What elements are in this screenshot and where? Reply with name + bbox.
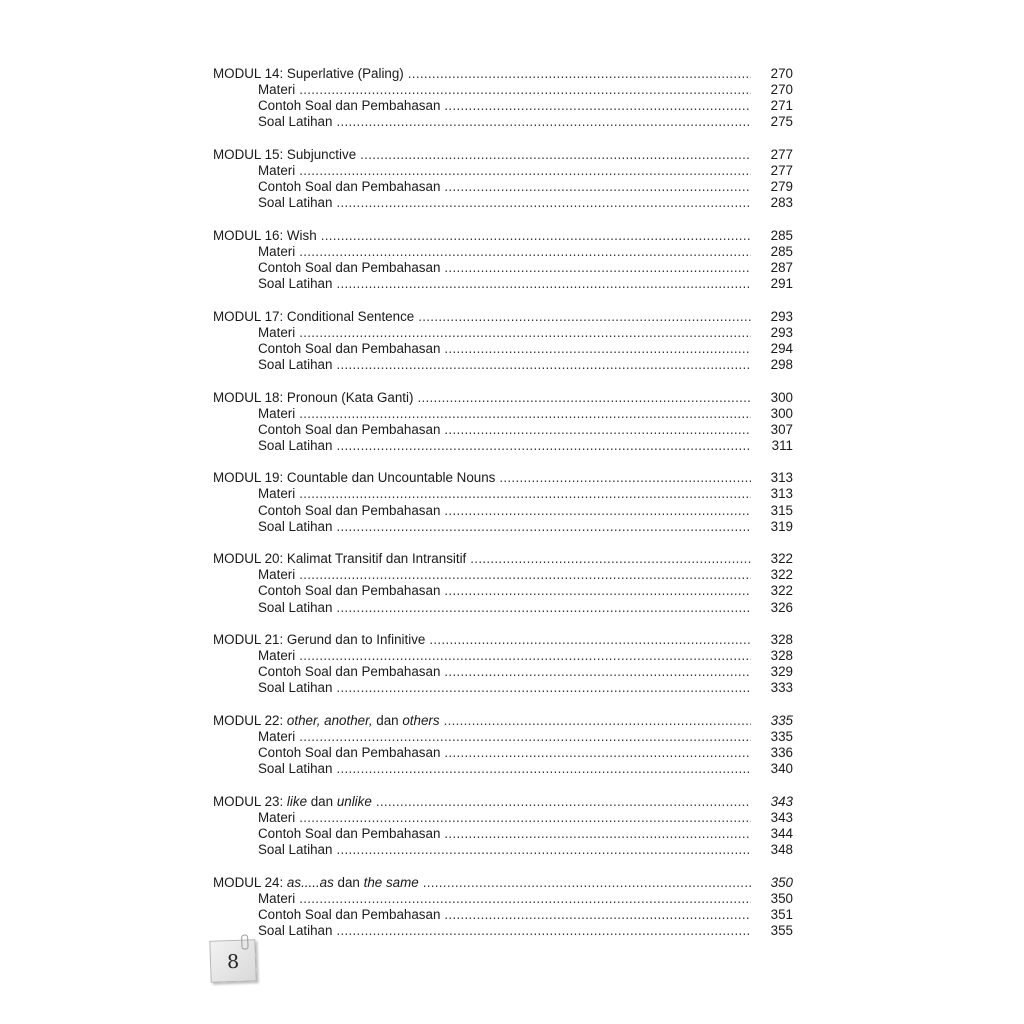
toc-module: [213, 228, 793, 292]
dot-leader: [444, 907, 751, 923]
toc-entry-label: Soal Latihan: [258, 842, 333, 858]
toc-entry-label: Soal Latihan: [258, 276, 333, 292]
toc-entry-label: Contoh Soal dan Pembahasan: [258, 906, 441, 922]
module-title-part: the same: [363, 874, 419, 890]
dot-leader: [299, 82, 751, 98]
toc-entry-label: Contoh Soal dan Pembahasan: [258, 98, 441, 114]
module-page-number: 343: [770, 793, 793, 809]
dot-leader: [299, 729, 751, 745]
toc-entry: [213, 179, 793, 195]
page-number: 8: [226, 950, 240, 974]
toc-entry-page-number: 344: [770, 826, 793, 842]
toc-entry: [213, 923, 793, 939]
toc-module: [213, 875, 793, 939]
dot-leader: [336, 276, 751, 292]
toc-entry-label: Soal Latihan: [258, 195, 333, 211]
toc-entry-page-number: 355: [770, 923, 793, 939]
toc-entry: [213, 680, 793, 696]
toc-entry-page-number: 350: [770, 890, 793, 906]
module-title: [213, 713, 440, 729]
toc-entry: [213, 260, 793, 276]
toc-entry-label: Materi: [258, 243, 296, 259]
toc-entry: [213, 98, 793, 114]
toc-module-heading: [213, 390, 793, 406]
toc-entry-label: Materi: [258, 486, 296, 502]
toc-entry: [213, 341, 793, 357]
toc-module-heading: [213, 470, 793, 486]
dot-leader: [299, 244, 751, 260]
dot-leader: [444, 260, 751, 276]
toc-module: [213, 66, 793, 130]
toc-entry-label: Contoh Soal dan Pembahasan: [258, 259, 441, 275]
toc-entry-label: Materi: [258, 405, 296, 421]
toc-entry-page-number: 270: [770, 82, 793, 98]
toc-entry-page-number: 275: [770, 114, 793, 130]
toc-entry: [213, 82, 793, 98]
dot-leader: [299, 163, 751, 179]
toc-entry-page-number: 300: [770, 405, 793, 421]
toc-entry-page-number: 322: [770, 583, 793, 599]
toc-entry: [213, 503, 793, 519]
toc-entry: [213, 745, 793, 761]
module-page-number: 335: [770, 713, 793, 728]
dot-leader: [336, 438, 751, 454]
toc-module-heading: [213, 66, 793, 82]
toc-entry: [213, 163, 793, 179]
toc-entry: [213, 648, 793, 664]
module-title-part: MODUL 18: Pronoun (Kata Ganti): [213, 389, 414, 405]
toc-module: [213, 632, 793, 696]
toc-entry: [213, 664, 793, 680]
module-page-number: 313: [770, 470, 793, 486]
toc-entry: [213, 325, 793, 341]
toc-module: [213, 309, 793, 373]
toc-entry: [213, 406, 793, 422]
module-title: [213, 228, 317, 244]
toc-module-heading: [213, 228, 793, 244]
toc-entry-label: Contoh Soal dan Pembahasan: [258, 745, 441, 761]
toc-entry: [213, 114, 793, 130]
dot-leader: [299, 891, 751, 907]
dot-leader: [336, 600, 751, 616]
module-title-part: MODUL 17: Conditional Sentence: [213, 308, 415, 324]
toc-entry-page-number: 329: [770, 664, 793, 680]
toc-entry-label: Soal Latihan: [258, 680, 333, 696]
toc-entry-label: Materi: [258, 162, 296, 178]
module-title: [213, 309, 414, 325]
dot-leader: [417, 390, 751, 406]
toc-entry: [213, 357, 793, 373]
toc-entry: [213, 438, 793, 454]
table-of-contents: [213, 66, 793, 956]
toc-module-heading: [213, 875, 793, 891]
toc-entry-label: Contoh Soal dan Pembahasan: [258, 340, 441, 356]
toc-entry-label: Soal Latihan: [258, 599, 333, 615]
toc-entry-page-number: 336: [770, 745, 793, 761]
page-number-tab: [209, 939, 256, 983]
toc-entry-label: Materi: [258, 648, 296, 664]
dot-leader: [336, 357, 751, 373]
toc-entry: [213, 842, 793, 858]
toc-entry-page-number: 315: [770, 502, 793, 518]
dot-leader: [299, 567, 751, 583]
module-page-number: 322: [770, 551, 793, 567]
module-title: [213, 794, 372, 810]
toc-module: [213, 390, 793, 454]
toc-module-heading: [213, 551, 793, 567]
toc-entry-label: Soal Latihan: [258, 518, 333, 534]
dot-leader: [408, 66, 751, 82]
dot-leader: [336, 761, 751, 777]
module-title-part: MODUL 19: Countable dan Uncountable Nouns: [213, 470, 496, 486]
toc-module-heading: [213, 713, 793, 729]
toc-entry: [213, 729, 793, 745]
toc-entry-label: Contoh Soal dan Pembahasan: [258, 664, 441, 680]
toc-entry: [213, 600, 793, 616]
dot-leader: [299, 486, 751, 502]
toc-entry-page-number: 277: [770, 162, 793, 178]
module-page-number: 300: [770, 389, 793, 405]
toc-entry-page-number: 287: [770, 259, 793, 275]
module-page-number: 277: [770, 146, 793, 162]
dot-leader: [336, 842, 751, 858]
toc-module: [213, 551, 793, 615]
dot-leader: [418, 309, 751, 325]
toc-entry-page-number: 326: [770, 599, 793, 615]
module-title: [213, 875, 419, 891]
toc-module-heading: [213, 147, 793, 163]
toc-entry: [213, 810, 793, 826]
toc-entry: [213, 567, 793, 583]
toc-entry-label: Materi: [258, 890, 296, 906]
module-title-part: unlike: [336, 793, 372, 809]
toc-entry-page-number: 307: [770, 421, 793, 437]
paper-clip-icon: [241, 934, 249, 949]
module-title-part: dan: [307, 793, 337, 809]
toc-entry-page-number: 285: [770, 243, 793, 259]
dot-leader: [444, 422, 751, 438]
toc-entry-label: Contoh Soal dan Pembahasan: [258, 583, 441, 599]
module-title-part: MODUL 21: Gerund dan to Infinitive: [213, 632, 426, 648]
toc-entry-page-number: 335: [770, 729, 793, 745]
module-title-part: dan: [372, 713, 403, 728]
toc-entry-page-number: 319: [770, 518, 793, 534]
dot-leader: [444, 713, 751, 729]
toc-module: [213, 147, 793, 211]
dot-leader: [444, 341, 751, 357]
dot-leader: [444, 664, 751, 680]
toc-entry: [213, 761, 793, 777]
module-title-part: MODUL 15: Subjunctive: [213, 146, 357, 162]
module-title: [213, 147, 356, 163]
toc-module-heading: [213, 794, 793, 810]
module-title-part: as.....as: [286, 874, 334, 890]
toc-entry: [213, 583, 793, 599]
toc-entry: [213, 519, 793, 535]
toc-entry-page-number: 294: [770, 340, 793, 356]
toc-entry-page-number: 311: [771, 437, 793, 453]
toc-entry-page-number: 313: [770, 486, 793, 502]
toc-entry-label: Materi: [258, 567, 296, 583]
toc-entry: [213, 422, 793, 438]
toc-entry-page-number: 333: [770, 680, 793, 696]
toc-entry: [213, 826, 793, 842]
module-title-part: MODUL 14: Superlative (Paling): [213, 66, 404, 81]
toc-entry-page-number: 343: [770, 809, 793, 825]
module-title: [213, 390, 413, 406]
dot-leader: [336, 923, 751, 939]
module-page-number: 350: [770, 874, 793, 890]
toc-module: [213, 794, 793, 858]
toc-entry-label: Soal Latihan: [258, 437, 333, 453]
module-title-part: dan: [333, 874, 364, 890]
toc-entry-label: Soal Latihan: [258, 761, 333, 777]
dot-leader: [299, 648, 751, 664]
dot-leader: [336, 195, 751, 211]
dot-leader: [299, 810, 751, 826]
toc-entry-page-number: 322: [770, 567, 793, 583]
module-title: [213, 66, 404, 82]
module-title-part: MODUL 20: Kalimat Transitif dan Intransitif: [213, 551, 467, 567]
dot-leader: [299, 325, 751, 341]
toc-entry-label: Materi: [258, 729, 296, 745]
toc-entry-page-number: 351: [770, 906, 793, 922]
dot-leader: [470, 551, 751, 567]
module-title-part: MODUL 16: Wish: [213, 227, 317, 243]
toc-entry-page-number: 293: [770, 324, 793, 340]
toc-entry-label: Materi: [258, 82, 296, 98]
toc-module: [213, 713, 793, 777]
toc-entry-page-number: 328: [770, 648, 793, 664]
dot-leader: [321, 228, 751, 244]
toc-entry-page-number: 271: [770, 98, 793, 114]
toc-entry: [213, 244, 793, 260]
module-title-part: others: [402, 713, 440, 728]
toc-entry: [213, 276, 793, 292]
toc-entry-label: Soal Latihan: [258, 114, 333, 130]
dot-leader: [444, 745, 751, 761]
module-page-number: 293: [770, 308, 793, 324]
toc-entry: [213, 907, 793, 923]
module-page-number: 270: [770, 66, 793, 81]
toc-entry-label: Contoh Soal dan Pembahasan: [258, 421, 441, 437]
dot-leader: [444, 179, 751, 195]
toc-entry-label: Contoh Soal dan Pembahasan: [258, 826, 441, 842]
dot-leader: [336, 114, 751, 130]
dot-leader: [499, 470, 751, 486]
module-title: [213, 551, 466, 567]
dot-leader: [360, 147, 751, 163]
dot-leader: [376, 794, 751, 810]
module-title-part: MODUL 23:: [213, 793, 287, 809]
toc-entry-page-number: 279: [770, 179, 793, 195]
toc-entry-label: Contoh Soal dan Pembahasan: [258, 502, 441, 518]
toc-entry-page-number: 340: [770, 761, 793, 777]
toc-module: [213, 470, 793, 534]
module-title-part: other, another,: [286, 713, 373, 728]
toc-entry-label: Soal Latihan: [258, 923, 333, 939]
dot-leader: [423, 875, 751, 891]
dot-leader: [336, 519, 751, 535]
dot-leader: [444, 826, 751, 842]
toc-entry-page-number: 348: [770, 842, 793, 858]
module-title-part: MODUL 22:: [213, 713, 287, 728]
dot-leader: [299, 406, 751, 422]
toc-entry-label: Soal Latihan: [258, 356, 333, 372]
dot-leader: [336, 680, 751, 696]
module-page-number: 285: [770, 227, 793, 243]
toc-module-heading: [213, 309, 793, 325]
module-title-part: MODUL 24:: [213, 874, 287, 890]
toc-entry: [213, 195, 793, 211]
toc-entry-page-number: 298: [770, 356, 793, 372]
toc-entry-label: Contoh Soal dan Pembahasan: [258, 179, 441, 195]
toc-entry-label: Materi: [258, 324, 296, 340]
toc-entry-label: Materi: [258, 809, 296, 825]
dot-leader: [444, 583, 751, 599]
toc-entry: [213, 486, 793, 502]
module-title-part: like: [286, 793, 308, 809]
toc-entry-page-number: 283: [770, 195, 793, 211]
dot-leader: [429, 632, 751, 648]
module-title: [213, 632, 425, 648]
module-page-number: 328: [770, 632, 793, 648]
dot-leader: [444, 98, 751, 114]
module-title: [213, 470, 495, 486]
toc-module-heading: [213, 632, 793, 648]
toc-entry: [213, 891, 793, 907]
dot-leader: [444, 503, 751, 519]
toc-entry-page-number: 291: [770, 276, 793, 292]
